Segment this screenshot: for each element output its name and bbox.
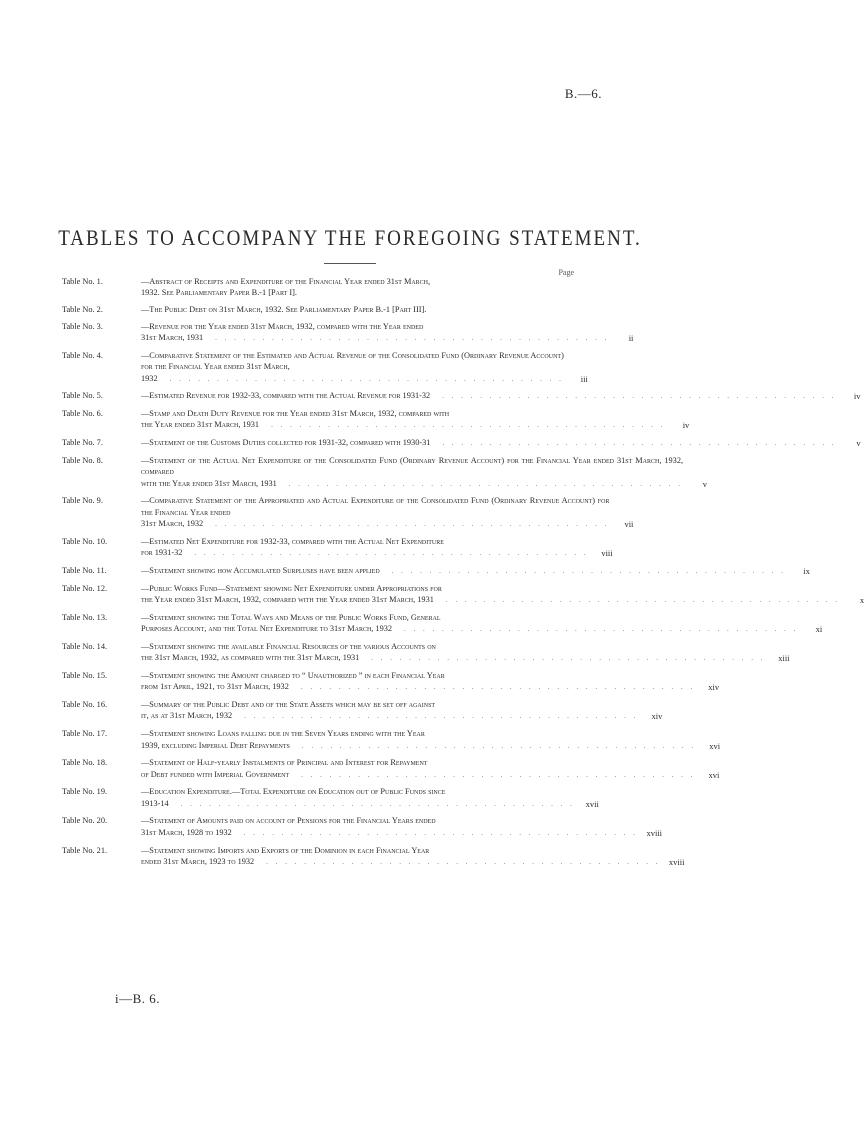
entry-text-end: of Debt funded with Imperial Government — [141, 769, 290, 779]
entry-label: Table No. 13. — [62, 612, 108, 622]
entry-text: —Comparative Statement of the Appropriated and Actual Expenditure of the Consolidated Fund (Ordinary Revenue Account) for the Financial Year ended — [141, 496, 610, 517]
entry-page-number: vii — [624, 519, 634, 530]
entry-label: Table No. 6. — [62, 409, 103, 419]
toc-entry-5 — [62, 390, 861, 402]
entry-page-number: xviii — [646, 827, 663, 838]
entry-text: —Abstract of Receipts and Expenditure of the Financial Year ended 31st March, — [141, 277, 431, 286]
entry-label: Table No. 9. — [62, 496, 103, 506]
entry-page-number: xiv — [651, 711, 663, 722]
entry-label: Table No. 4. — [62, 350, 103, 360]
entry-text: —Statement of Half-yearly Instalments of Principal and Interest for Repayment — [141, 758, 428, 768]
entry-page-number: xiv — [708, 682, 720, 693]
entry-page-number: xiii — [778, 653, 790, 664]
entry-label: Table No. 7. — [62, 438, 103, 448]
entry-page-number: xvi — [709, 740, 721, 751]
title-rule — [324, 263, 376, 264]
entry-label: Table No. 1. — [62, 277, 103, 286]
toc-entry-12 — [62, 583, 864, 607]
entry-label: Table No. 18. — [62, 758, 108, 768]
entry-label: Table No. 17. — [62, 729, 108, 739]
entry-page-number: x — [859, 595, 864, 606]
entry-label: Table No. 20. — [62, 816, 108, 826]
document-reference: B.—6. — [564, 86, 602, 101]
entry-text-end: 1939, excluding Imperial Debt Repayments — [141, 740, 290, 750]
entry-label: Table No. 21. — [62, 845, 108, 855]
entry-text: —Statement showing the Total Ways and Means of the Public Works Fund, General — [141, 612, 441, 622]
entry-text-end: ended 31st March, 1923 to 1932 — [141, 856, 255, 866]
entry-text: —Public Works Fund—Statement showing Net Expenditure under Appropriations for — [141, 583, 442, 593]
dot-leader: . . . . . . . . . . . . . . . . . . . . . . . . . . . . . . . . . . . . . . . . . . — [442, 439, 837, 448]
entry-text: —Statement of the Actual Net Expenditure of the Consolidated Fund (Ordinary Revenue Account) for the Financial Year ended 31st March, 1932, compared — [141, 456, 684, 477]
entry-text-end: 1932 — [141, 373, 158, 383]
toc-entry-20 — [62, 815, 663, 839]
entry-text-end: the 31st March, 1932, as compared with the 31st March, 1931 — [141, 653, 360, 663]
dot-leader: . . . . . . . . . . . . . . . . . . . . . . . . . . . . . . . . . . . . . . . . . . — [300, 683, 696, 692]
entry-text-end: 1913-14 — [141, 798, 169, 808]
toc-entry-13 — [62, 612, 823, 636]
dot-leader: . . . . . . . . . . . . . . . . . . . . . . . . . . . . . . . . . . . . . . . . . . — [442, 392, 837, 401]
page-column-heading: Page — [558, 268, 574, 277]
entry-text-end: it, as at 31st March, 1932 — [141, 711, 233, 721]
toc-entry-4 — [62, 350, 588, 385]
dot-leader: . . . . . . . . . . . . . . . . . . . . . . . . . . . . . . . . . . . . . . . . . . — [266, 857, 661, 866]
dot-leader: . . . . . . . . . . . . . . . . . . . . . . . . . . . . . . . . . . . . . . . . . . — [180, 799, 575, 808]
entry-text: —Education Expenditure.—Total Expenditure on Education out of Public Funds since — [141, 787, 446, 797]
entry-text-end: 1932. See Parliamentary Paper B.-1 [Part I]. — [141, 288, 297, 298]
entry-label: Table No. 19. — [62, 787, 108, 797]
toc-entry-19 — [62, 786, 599, 810]
entry-text: —Summary of the Public Debt and of the State Assets which may be set off against — [141, 700, 436, 710]
entry-text-end: from 1st April, 1921, to 31st March, 1932 — [141, 682, 289, 692]
entry-page-number: ix — [803, 565, 810, 576]
dot-leader: . . . . . . . . . . . . . . . . . . . . . . . . . . . . . . . . . . . . . . . . . . — [271, 421, 666, 430]
entry-text: —Estimated Net Expenditure for 1932-33, compared with the Actual Net Expenditure — [141, 536, 444, 546]
entry-page-number: viii — [601, 548, 613, 559]
entry-label: Table No. 5. — [62, 391, 103, 401]
entry-text-end: —Estimated Revenue for 1932-33, compared with the Actual Revenue for 1931-32 — [141, 391, 431, 401]
entry-text-end: the Year ended 31st March, 1931 — [141, 420, 260, 430]
entry-label: Table No. 16. — [62, 700, 108, 710]
toc-entry-14 — [62, 641, 790, 665]
entry-text: —Statement showing the Amount charged to “ Unauthorized ” in each Financial Year — [141, 671, 445, 681]
entry-text-end: —The Public Debt on 31st March, 1932. See Parliamentary Paper B.-1 [Part III]. — [141, 305, 427, 315]
entry-page-number: xvii — [585, 798, 599, 809]
dot-leader: . . . . . . . . . . . . . . . . . . . . . . . . . . . . . . . . . . . . . . . . . . — [243, 828, 639, 837]
toc-entry-16 — [62, 699, 663, 723]
entry-text-end: the Year ended 31st March, 1932, compared with the Year ended 31st March, 1931 — [141, 595, 434, 605]
toc-entry-3 — [62, 321, 634, 345]
entry-text: —Statement of Amounts paid on account of Pensions for the Financial Years ended — [141, 816, 436, 826]
entry-label: Table No. 15. — [62, 671, 108, 681]
table-of-contents — [62, 276, 864, 868]
entry-label: Table No. 3. — [62, 321, 103, 331]
entry-label: Table No. 11. — [62, 565, 107, 575]
entry-text-end: 31st March, 1932 — [141, 519, 204, 529]
entry-page-number: ii — [628, 333, 634, 344]
entry-label: Table No. 12. — [62, 583, 108, 593]
entry-label: Table No. 14. — [62, 641, 108, 651]
entry-label: Table No. 10. — [62, 536, 108, 546]
entry-text-end: —Statement of the Customs Duties collected for 1931-32, compared with 1930-31 — [141, 438, 431, 448]
entry-page-number: v — [856, 438, 861, 449]
entry-page-number: iv — [682, 420, 690, 431]
entry-text: —Stamp and Death Duty Revenue for the Year ended 31st March, 1932, compared with — [141, 409, 450, 419]
entry-page-number: xi — [815, 624, 823, 635]
entry-text: —Statement showing the available Financial Resources of the various Accounts on — [141, 641, 436, 651]
toc-entry-2 — [62, 304, 584, 315]
entry-page-number: iv — [853, 391, 861, 402]
toc-entry-18 — [62, 757, 720, 781]
dot-leader: . . . . . . . . . . . . . . . . . . . . . . . . . . . . . . . . . . . . . . . . . . — [371, 654, 766, 663]
dot-leader: . . . . . . . . . . . . . . . . . . . . . . . . . . . . . . . . . . . . . . . . . . — [244, 712, 639, 721]
entry-page-number: v — [702, 478, 708, 489]
dot-leader: . . . . . . . . . . . . . . . . . . . . . . . . . . . . . . . . . . . . . . . . . . — [445, 596, 841, 605]
entry-page-number: xvi — [708, 769, 720, 780]
dot-leader: . . . . . . . . . . . . . . . . . . . . . . . . . . . . . . . . . . . . . . . . . . — [194, 549, 589, 558]
entry-text-end: Purposes Account, and the Total Net Expenditure to 31st March, 1932 — [141, 624, 393, 634]
toc-entry-21 — [62, 845, 685, 869]
entry-text: —Statement showing Imports and Exports of the Dominion in each Financial Year — [141, 845, 430, 855]
dot-leader: . . . . . . . . . . . . . . . . . . . . . . . . . . . . . . . . . . . . . . . . . . — [288, 479, 684, 488]
page-title: TABLES TO ACCOMPANY THE FOREGOING STATEMENT. — [58, 226, 642, 251]
page-footer: i—B. 6. — [115, 991, 161, 1006]
toc-entry-10 — [62, 536, 613, 560]
toc-entry-7 — [62, 437, 861, 449]
toc-entry-8 — [62, 455, 708, 490]
entry-text-end: 31st March, 1931 — [141, 333, 204, 343]
entry-text-end: for 1931-32 — [141, 548, 183, 558]
entry-label: Table No. 8. — [62, 456, 103, 466]
toc-entry-1 — [62, 276, 584, 299]
entry-text: —Comparative Statement of the Estimated and Actual Revenue of the Consolidated Fund (Ordinary Revenue Account) for the Financial Year ended 31st March, — [141, 350, 564, 372]
dot-leader: . . . . . . . . . . . . . . . . . . . . . . . . . . . . . . . . . . . . . . . . . . — [391, 566, 786, 575]
entry-page-number: xviii — [668, 856, 685, 867]
entry-text: —Revenue for the Year ended 31st March, 1932, compared with the Year ended — [141, 321, 424, 331]
entry-label: Table No. 2. — [62, 305, 103, 315]
dot-leader: . . . . . . . . . . . . . . . . . . . . . . . . . . . . . . . . . . . . . . . . . . — [215, 334, 610, 343]
dot-leader: . . . . . . . . . . . . . . . . . . . . . . . . . . . . . . . . . . . . . . . . . . — [301, 741, 697, 750]
toc-entry-15 — [62, 670, 720, 694]
toc-entry-17 — [62, 728, 721, 752]
entry-page-number: iii — [580, 373, 588, 384]
toc-entry-11 — [62, 565, 810, 577]
dot-leader: . . . . . . . . . . . . . . . . . . . . . . . . . . . . . . . . . . . . . . . . . . — [404, 625, 799, 634]
toc-entry-6 — [62, 408, 690, 432]
dot-leader: . . . . . . . . . . . . . . . . . . . . . . . . . . . . . . . . . . . . . . . . . . — [169, 374, 564, 383]
dot-leader: . . . . . . . . . . . . . . . . . . . . . . . . . . . . . . . . . . . . . . . . . . — [215, 520, 610, 529]
entry-text-end: with the Year ended 31st March, 1931 — [141, 478, 277, 488]
toc-entry-9 — [62, 495, 634, 530]
entry-text-end: 31st March, 1928 to 1932 — [141, 827, 232, 837]
entry-text: —Statement showing Loans falling due in the Seven Years ending with the Year — [141, 729, 425, 739]
entry-text-end: —Statement showing how Accumulated Surpluses have been applied — [141, 565, 380, 575]
dot-leader: . . . . . . . . . . . . . . . . . . . . . . . . . . . . . . . . . . . . . . . . . . — [301, 770, 696, 779]
